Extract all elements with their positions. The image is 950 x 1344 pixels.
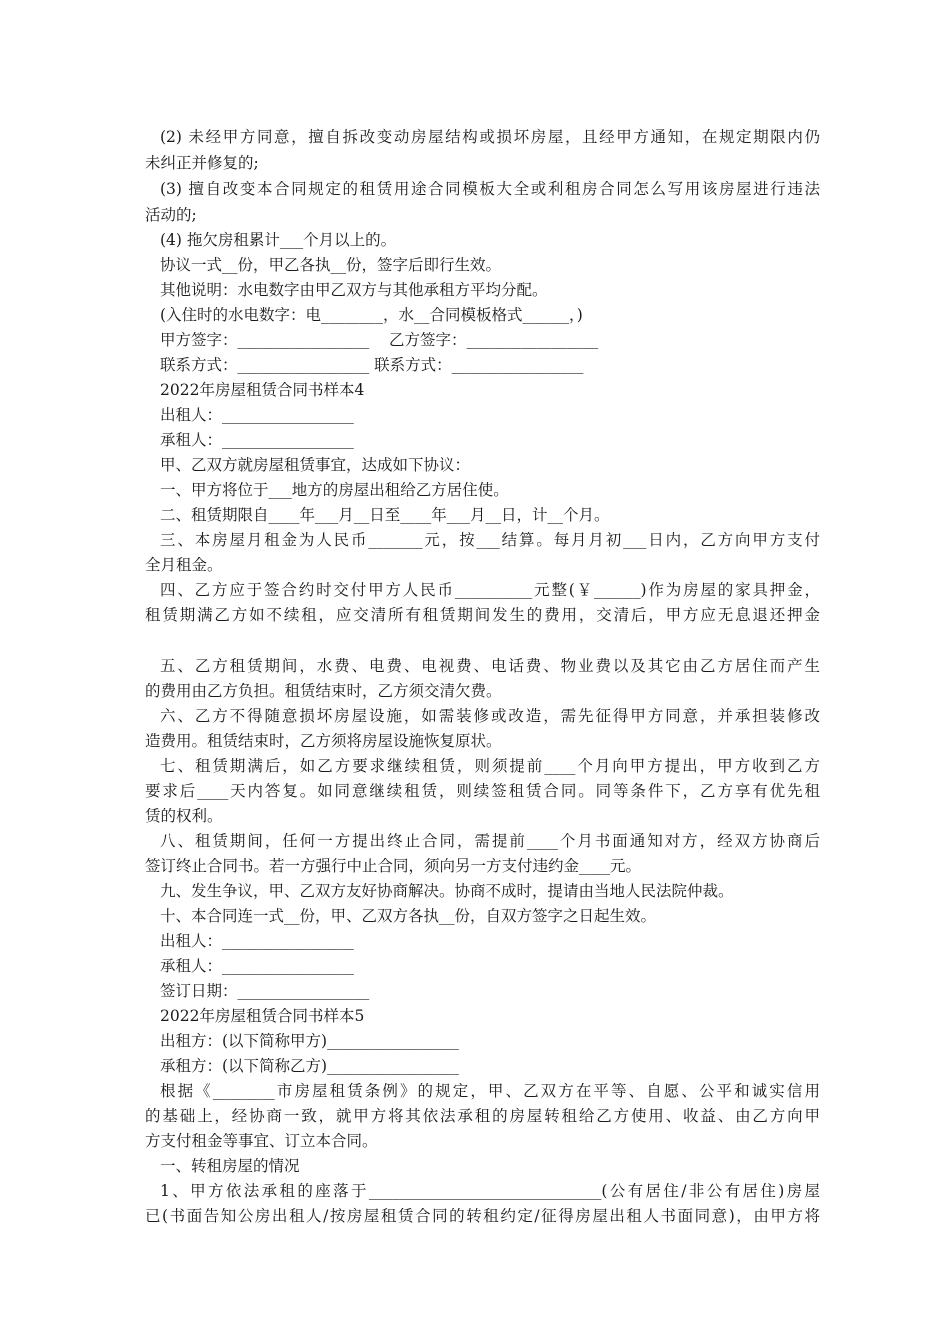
text-line: 七、租赁期满后，如乙方要求继续租赁，则须提前____个月向甲方提出，甲方收到乙方 [160, 757, 820, 775]
text-line: (4) 拖欠房租累计___个月以上的。 [160, 231, 397, 249]
text-line: 甲、乙双方就房屋租赁事宜，达成如下协议： [160, 456, 471, 474]
text-line: 的费用由乙方负担。租赁结束时，乙方须交清欠费。 [145, 682, 502, 700]
text-line: 六、乙方不得随意损坏房屋设施，如需装修或改造，需先征得甲方同意，并承担装修改 [160, 707, 820, 725]
text-line: 四、乙方应于签合约时交付甲方人民币__________元整(￥______)作为房屋的家具押金， [160, 581, 820, 599]
text-line: 八、租赁期间，任何一方提出终止合同，需提前____个月书面通知对方，经双方协商后 [160, 832, 820, 850]
text-line: 全月租金。 [145, 556, 223, 574]
text-line: 造费用。租赁结束时，乙方须将房屋设施恢复原状。 [145, 732, 502, 750]
text-line: 五、乙方租赁期间，水费、电费、电视费、电话费、物业费以及其它由乙方居住而产生 [160, 657, 820, 675]
text-line: 已(书面告知公房出租人/按房屋租赁合同的转租约定/征得房屋出租人书面同意)，由甲方将 [145, 1207, 820, 1225]
text-line: 的基础上，经协商一致，就甲方将其依法承租的房屋转租给乙方使用、收益、由乙方向甲 [145, 1107, 820, 1125]
text-line: 赁的权利。 [145, 807, 223, 825]
text-line: 三、本房屋月租金为人民币_______元，按___结算。每月月初___日内，乙方向甲方支付 [160, 531, 820, 549]
text-line: (入住时的水电数字：电________，水__合同模板格式______，) [160, 306, 583, 324]
text-line: 二、租赁期限自____年___月__日至____年___月__日，计__个月。 [160, 506, 610, 524]
text-line: 出租方：(以下简称甲方)_________________ [160, 1032, 459, 1050]
text-line: (3) 擅自改变本合同规定的租赁用途合同模板大全或利租房合同怎么写用该房屋进行违法 [160, 180, 820, 198]
text-line: 租赁期满乙方如不续租，应交清所有租赁期间发生的费用，交清后，甲方应无息退还押金 [145, 606, 820, 624]
text-line: 签订日期：_________________ [160, 982, 370, 1000]
text-line: 出租人：_________________ [160, 406, 354, 424]
text-line: 1、甲方依法承租的座落于______________________________(公有居住/非公有居住)房屋 [160, 1182, 820, 1200]
text-line: 其他说明：水电数字由甲乙双方与其他承租方平均分配。 [160, 281, 548, 299]
text-line: 签订终止合同书。若一方强行中止合同，须向另一方支付违约金____元。 [145, 857, 642, 875]
text-line: 方支付租金等事宜、订立本合同。 [145, 1132, 378, 1150]
section-heading: 2022年房屋租赁合同书样本4 [160, 381, 365, 399]
text-line: 十、本合同连一式__份，甲、乙双方各执__份，自双方签字之日起生效。 [160, 907, 657, 925]
text-line: 协议一式__份，甲乙各执__份，签字后即行生效。 [160, 256, 502, 274]
text-line: 联系方式：_________________ 联系方式：_________________ [160, 356, 584, 374]
section-heading: 2022年房屋租赁合同书样本5 [160, 1007, 365, 1025]
text-line: 承租人：_________________ [160, 957, 354, 975]
text-line: 未纠正并修复的; [145, 154, 259, 172]
text-line: 要求后____天内答复。如同意继续租赁，则续签租赁合同。同等条件下，乙方享有优先租 [145, 782, 820, 800]
text-line: 承租方：(以下简称乙方)_________________ [160, 1057, 459, 1075]
text-line: 承租人：_________________ [160, 431, 354, 449]
text-line: 一、转租房屋的情况 [160, 1157, 300, 1175]
text-line: 根据《________市房屋租赁条例》的规定，甲、乙双方在平等、自愿、公平和诚实信用 [160, 1082, 820, 1100]
text-line: 九、发生争议，甲、乙双方友好协商解决。协商不成时，提请由当地人民法院仲裁。 [160, 882, 734, 900]
text-line: 甲方签字：_________________ 乙方签字：_________________ [160, 331, 599, 349]
text-line: 活动的; [145, 206, 197, 224]
text-line: 一、甲方将位于___地方的房屋出租给乙方居住使。 [160, 481, 509, 499]
text-line: 出租人：_________________ [160, 932, 354, 950]
text-line: (2) 未经甲方同意，擅自拆改变动房屋结构或损坏房屋，且经甲方通知，在规定期限内仍 [160, 128, 820, 146]
